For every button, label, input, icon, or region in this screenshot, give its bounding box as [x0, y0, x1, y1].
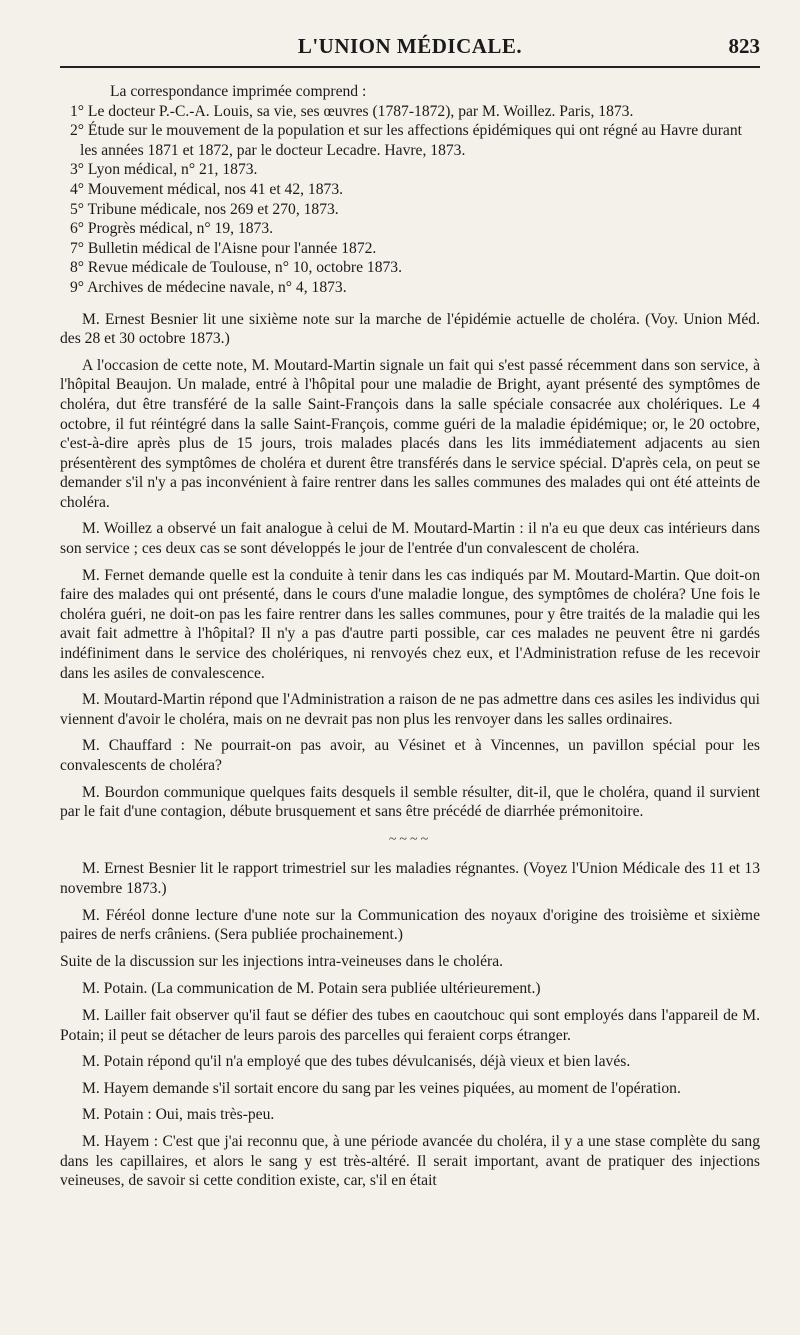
correspondence-item: 3° Lyon médical, n° 21, 1873. — [70, 161, 258, 179]
journal-title: L'UNION MÉDICALE. — [297, 34, 523, 58]
paragraph: M. Fernet demande quelle est la conduite à tenir dans les cas indiqués par M. Moutard-Martin. Que doit-on faire des malades qui ont présenté, dans le cours d'une maladie longue, des symptômes de choléra? Une fois le choléra guéri, ne doit-on pas les faire rentrer dans les salles communes, pour y être traités de la maladie qui les avait fait admettre à l'hôpital? Il n'y a pas d'autre parti possible, car ces malades ne peuvent être ni gardés indéfiniment dans le service des cholériques, ni renvoyés chez eux, et l'Administration refuse de les recevoir dans les asiles de convalescence. — [60, 566, 760, 682]
paragraph: M. Hayem : C'est que j'ai reconnu que, à une période avancée du choléra, il y a une stase complète du sang dans les capillaires, et alors le sang y est très-altéré. Il serait important, avant de pratiquer des injections veineuses, de savoir si cette condition existe, car, s'il en était — [60, 1132, 760, 1190]
paragraph: M. Potain répond qu'il n'a employé que des tubes dévulcanisés, déjà vieux et bien lavés. — [82, 1053, 631, 1071]
paragraph: M. Woillez a observé un fait analogue à celui de M. Moutard-Martin : il n'a eu que deux cas intérieurs dans son service ; ces deux cas se sont développés le jour de l'entrée d'un convalescent de choléra. — [60, 520, 760, 558]
correspondence-list — [60, 102, 760, 298]
article-body — [60, 82, 760, 1191]
section-separator: ~~~~ — [388, 831, 432, 847]
paragraph: A l'occasion de cette note, M. Moutard-Martin signale un fait qui s'est passé récemment dans son service, à l'hôpital Beaujon. Un malade, entré à l'hôpital pour une maladie de Bright, ayant présenté des symptômes de choléra, dut être transféré de la salle Saint-François dans la salle spéciale consacrée aux cholériques. Le 4 octobre, il fut réintégré dans la salle Saint-François, comme guéri de la maladie épidémique; or, le 20 octobre, c'est-à-dire après plus de 15 jours, trois malades placés dans les lits immédiatement adjacents au sien présentèrent des symptômes de choléra et durent être transférés dans le service spécial. D'après cela, on peut se demander s'il n'y a pas inconvénient à faire rentrer dans les salles communes des malades qui ont été atteints de choléra. — [60, 356, 760, 511]
discussion-title: Suite de la discussion sur les injections intra-veineuses dans le choléra. — [60, 952, 504, 970]
correspondence-item: 6° Progrès médical, n° 19, 1873. — [70, 220, 274, 238]
paragraph: M. Potain. (La communication de M. Potain sera publiée ultérieurement.) — [82, 980, 541, 998]
page-header — [60, 30, 760, 68]
paragraph: M. Moutard-Martin répond que l'Administration a raison de ne pas admettre dans ces asiles les individus qui viennent d'avoir le choléra, mais on ne devrait pas non plus les renvoyer dans les salles ordinaires. — [60, 691, 760, 728]
paragraph: M. Bourdon communique quelques faits desquels il semble résulter, dit-il, que le choléra, quand il survient par le fait d'une contagion, débute brusquement et sans être précédé de diarrhée prémonitoire. — [60, 783, 760, 821]
correspondence-item: 7° Bulletin médical de l'Aisne pour l'année 1872. — [70, 239, 377, 257]
paragraph: M. Ernest Besnier lit le rapport trimestriel sur les maladies régnantes. (Voyez l'Union Médicale des 11 et 13 novembre 1873.) — [60, 860, 760, 897]
correspondence-item: 4° Mouvement médical, nos 41 et 42, 1873. — [70, 180, 344, 198]
correspondence-item: 8° Revue médicale de Toulouse, n° 10, octobre 1873. — [70, 259, 402, 277]
paragraph: M. Ernest Besnier lit une sixième note sur la marche de l'épidémie actuelle de choléra. (Voy. Union Méd. des 28 et 30 octobre 1873.) — [60, 310, 760, 348]
correspondence-item: 9° Archives de médecine navale, n° 4, 1873. — [70, 278, 347, 296]
paragraph: M. Hayem demande s'il sortait encore du sang par les veines piquées, au moment de l'opération. — [82, 1079, 681, 1097]
paragraph: M. Chauffard : Ne pourrait-on pas avoir, au Vésinet et à Vincennes, un pavillon spécial pour les convalescents de choléra? — [60, 737, 760, 774]
correspondence-item: 5° Tribune médicale, nos 269 et 270, 1873. — [70, 200, 339, 218]
paragraph: M. Féréol donne lecture d'une note sur la Communication des noyaux d'origine des troisième et sixième paires de nerfs crâniens. (Sera publiée prochainement.) — [60, 906, 760, 944]
paragraph: M. Lailler fait observer qu'il faut se défier des tubes en caoutchouc qui sont employés dans l'appareil de M. Potain; il peut se détacher de leurs parois des parcelles qui feraient corps étranger. — [60, 1006, 760, 1044]
correspondence-item: 1° Le docteur P.-C.-A. Louis, sa vie, ses œuvres (1787-1872), par M. Woillez. Paris, 1873. — [70, 102, 634, 120]
paragraph: M. Potain : Oui, mais très-peu. — [82, 1106, 275, 1124]
correspondence-intro: La correspondance imprimée comprend : — [110, 83, 367, 100]
page-number: 823 — [728, 34, 760, 58]
correspondence-item: 2° Étude sur le mouvement de la population et sur les affections épidémiques qui ont régné au Havre durant les années 1871 et 1872, par le docteur Lecadre. Havre, 1873. — [70, 122, 742, 159]
